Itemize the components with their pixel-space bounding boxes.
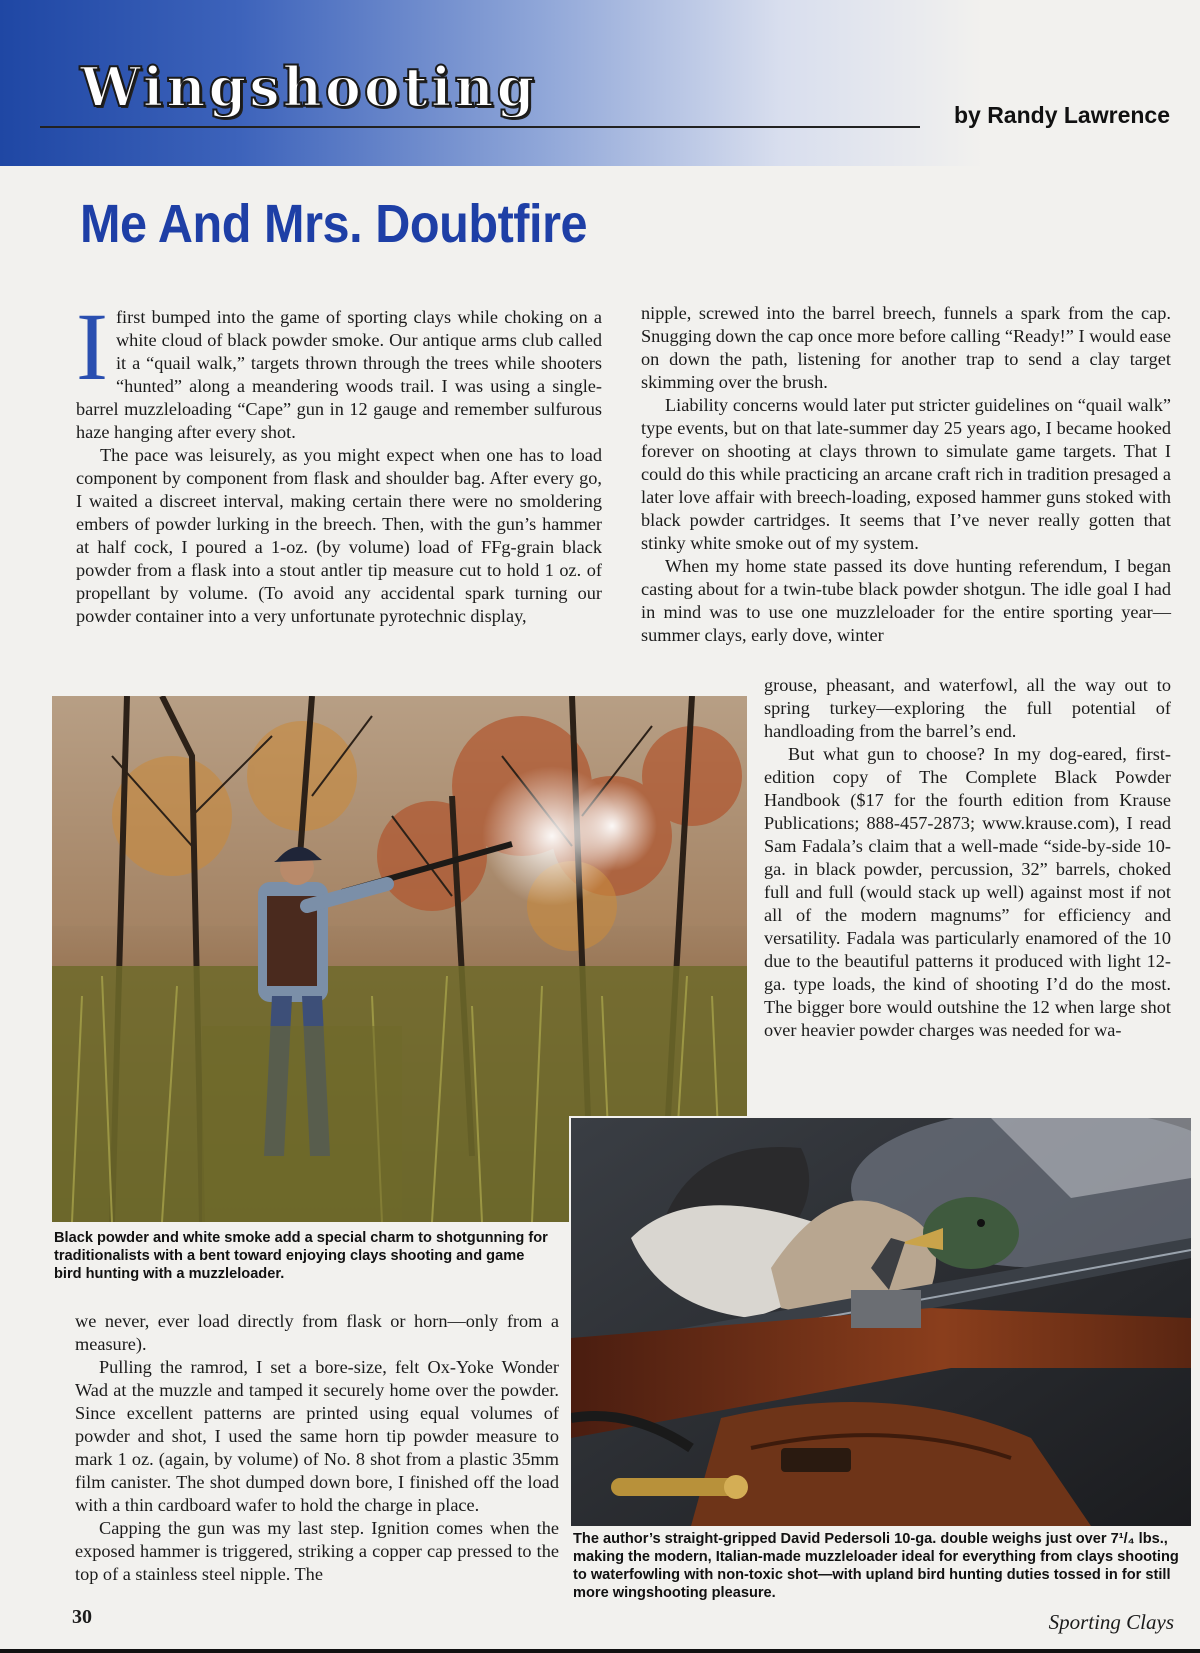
drop-cap: I bbox=[76, 293, 108, 400]
section-title: Wingshooting bbox=[80, 55, 538, 119]
paragraph: grouse, pheasant, and waterfowl, all the way out to spring turkey—exploring the full potential of handloading from the barrel’s end. bbox=[764, 675, 1171, 741]
article-headline: Me And Mrs. Doubtfire bbox=[80, 194, 588, 254]
article-column-1-bottom bbox=[75, 1310, 559, 1586]
paragraph: nipple, screwed into the barrel breech, funnels a spark from the cap. Snugging down the cap once more before calling “Ready!” I would ease on down the path, listening for another trap to send a clay target skimming over the brush. bbox=[641, 303, 1171, 392]
article-column-2 bbox=[641, 302, 1171, 647]
magazine-name: Sporting Clays bbox=[1048, 1610, 1174, 1634]
paragraph: When my home state passed its dove hunting referendum, I began casting about for a twin-tube black powder shotgun. The idle goal I had in mind was to use one muzzleloader for the entire sporting year—summer clays, early dove, winter bbox=[641, 556, 1171, 645]
page-number: 30 bbox=[72, 1606, 92, 1628]
paragraph: The pace was leisurely, as you might expect when one has to load component by component from flask and shoulder bag. After every go, I waited a discreet interval, making certain there were no smoldering embers of powder lurking in the breech. Then, with the gun’s hammer at half cock, I poured a 1-oz. (by volume) load of FFg-grain black powder from a flask into a stout antler tip measure cut to hold 1 oz. of propellant by volume. (To avoid any accidental spark turning our powder container into a very unfortunate pyrotechnic display, bbox=[76, 445, 602, 626]
header-rule bbox=[40, 126, 920, 128]
paragraph: Capping the gun was my last step. Ignition comes when the exposed hammer is triggered, striking a copper cap pressed to the top of a stainless steel nipple. The bbox=[75, 1518, 559, 1584]
article-column-1 bbox=[76, 293, 602, 628]
paragraph: Liability concerns would later put stricter guidelines on “quail walk” type events, but on that late-summer day 25 years ago, I became hooked forever on shooting at clays thrown to simulate game targets. That I could do this while practicing an arcane craft rich in tradition presaged a later love affair with breech-loading, exposed hammer guns stoked with black powder cartridges. It seems that I’ve never really gotten that stinky white smoke out of my system. bbox=[641, 395, 1171, 553]
bottom-edge bbox=[0, 1649, 1200, 1653]
paragraph: Pulling the ramrod, I set a bore-size, felt Ox-Yoke Wonder Wad at the muzzle and tamped it securely home over the powder. Since excellent patterns are printed using equal volumes of powder and shot, I used the same horn tip powder measure to mark 1 oz. (again, by volume) of No. 8 shot from a plastic 35mm film canister. The shot dumped down bore, I finished off the load with a thin cardboard wafer to hold the charge in place. bbox=[75, 1357, 559, 1515]
paragraph: we never, ever load directly from flask or horn—only from a measure). bbox=[75, 1311, 559, 1354]
photo-caption-1: Black powder and white smoke add a special charm to shotgunning for traditionalists with a bent toward enjoying clays shooting and game bird hunting with a muzzleloader. bbox=[54, 1230, 548, 1282]
shotgun-decoy-photo bbox=[569, 1116, 1193, 1528]
photo-caption-2: The author’s straight-gripped David Pedersoli 10-ga. double weighs just over 7¹/₄ lbs., making the modern, Italian-made muzzleloader ideal for everything from clays shooting to waterfowling with non-toxic shot—with upland bird hunting duties tossed in for still more wingshooting pleasure. bbox=[573, 1531, 1179, 1601]
paragraph: first bumped into the game of sporting clays while choking on a white cloud of black powder smoke. Our antique arms club called it a “quail walk,” targets thrown through the trees while shooters “hunted” along a meandering woods trail. I was using a single-barrel muzzleloading “Cape” gun in 12 gauge and remember sulfurous haze hanging after every shot. bbox=[76, 307, 602, 442]
byline: by Randy Lawrence bbox=[953, 102, 1170, 128]
paragraph: But what gun to choose? In my dog-eared, first-edition copy of The Complete Black Powder Handbook ($17 for the fourth edition from Krause Publications; 888-457-2873; www.krause.com), I read Sam Fadala’s claim that a well-made “side-by-side 10-ga. in black powder, percussion, 32” barrels, choked full and full (would stack up well) against most if not all of the modern magnums” for efficiency and versatility. Fadala was particularly enamored of the 10 due to the beautiful patterns it produced with light 12-ga. type loads, the kind of shooting I’d do the most. The bigger bore would outshine the 12 when large shot over heavier powder charges was needed for wa- bbox=[764, 744, 1171, 1040]
article-column-2-continued bbox=[764, 674, 1171, 1042]
